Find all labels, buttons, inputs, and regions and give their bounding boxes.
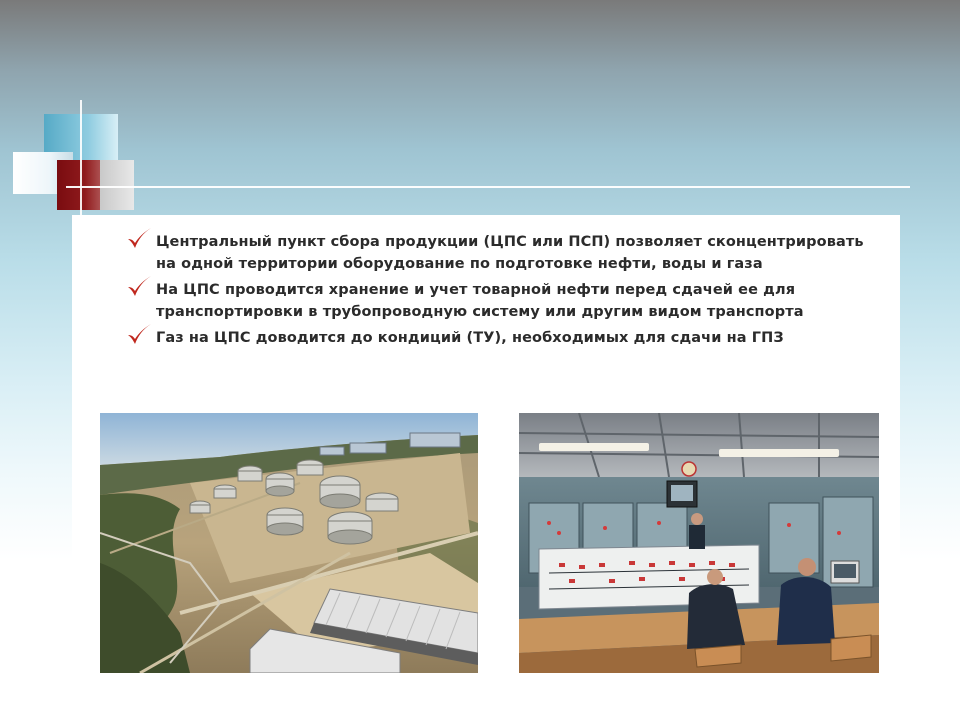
decor-horizontal-line [66,186,910,188]
control-room-photo [519,413,879,673]
bullet-item [126,327,886,349]
bullet-item [126,279,886,323]
decor-gray-square [100,160,134,210]
bullet-list [126,231,886,353]
content-card [72,215,900,695]
checkmark-icon [126,275,152,299]
bullet-text: На ЦПС проводится хранение и учет товарной нефти перед сдачей ее для транспортировки в трубопроводную систему или другим видом транспорта [156,282,804,320]
aerial-oil-facility-photo [100,413,478,673]
bullet-item [126,231,886,275]
checkmark-icon [126,227,152,251]
bullet-text: Газ на ЦПС доводится до кондиций (ТУ), необходимых для сдачи на ГПЗ [156,330,784,346]
bullet-text: Центральный пункт сбора продукции (ЦПС или ПСП) позволяет сконцентрировать на одной территории оборудование по подготовке нефти, воды и газа [156,234,864,272]
decor-vertical-line [80,100,82,218]
checkmark-icon [126,323,152,347]
